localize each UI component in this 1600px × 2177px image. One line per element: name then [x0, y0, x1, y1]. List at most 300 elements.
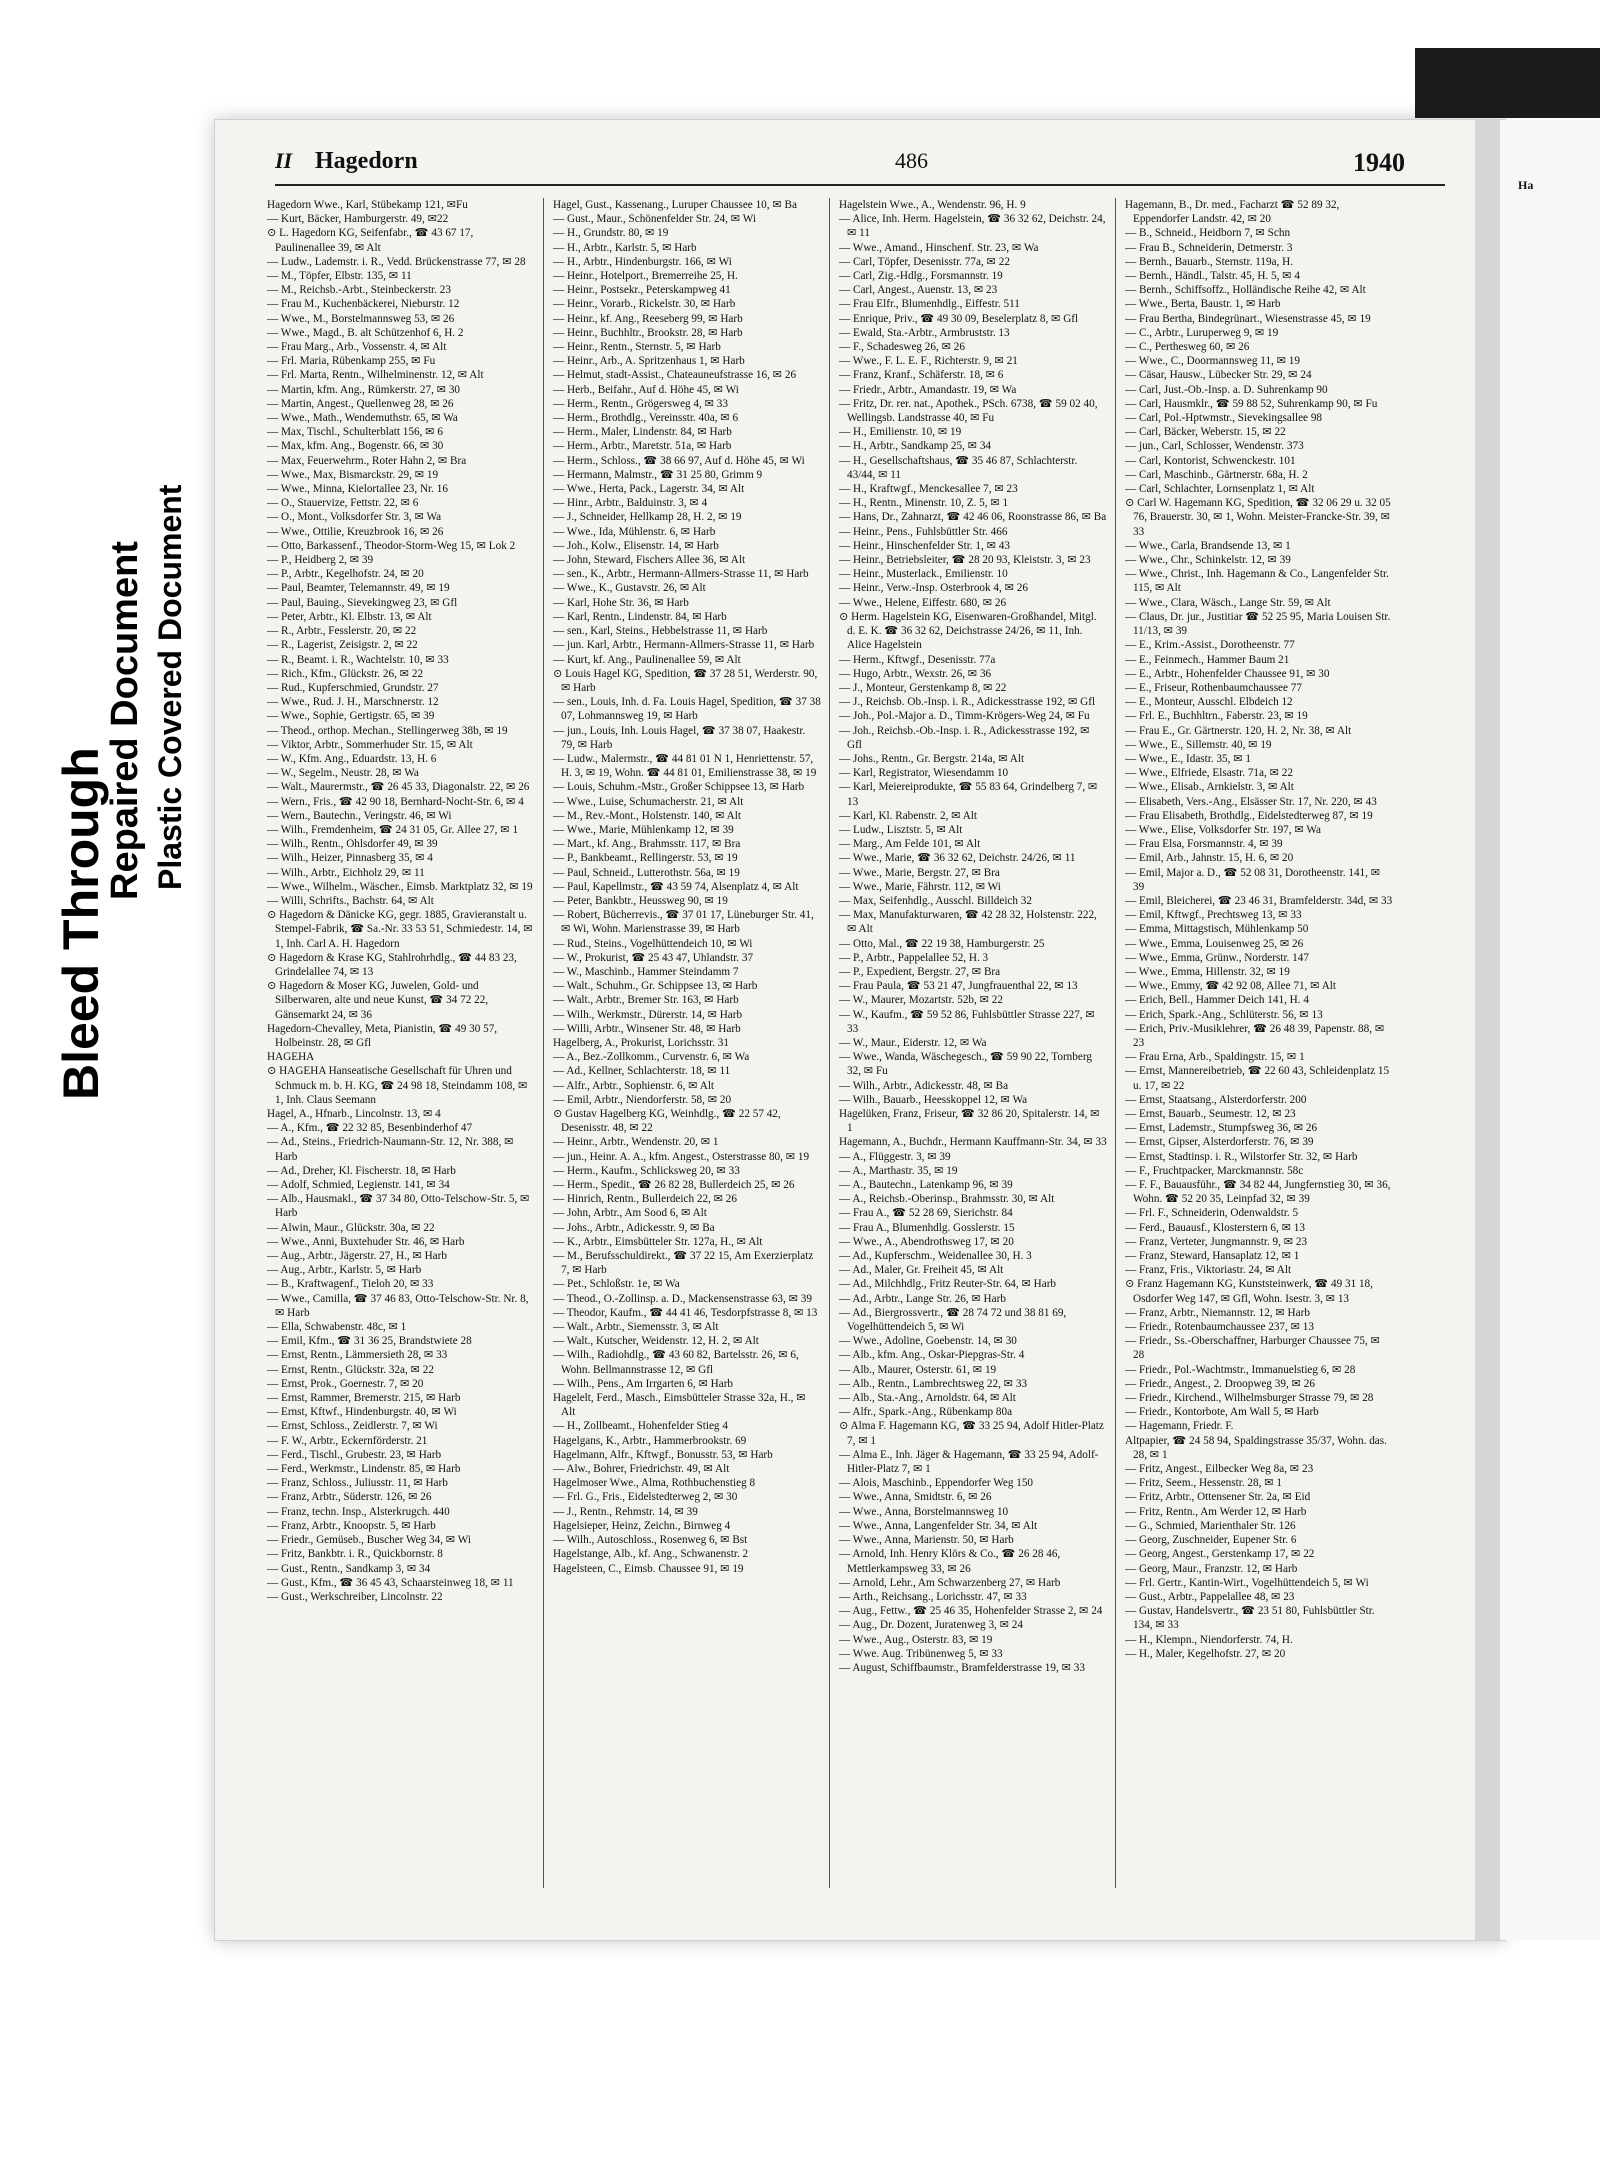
directory-entry: — R., Arbtr., Fesslerstr. 20, ✉ 22	[267, 625, 417, 638]
directory-entry: Hagelstange, Alb., kf. Ang., Schwanenstr. 2	[553, 1548, 749, 1561]
directory-entry: — Friedr., Arbtr., Amandastr. 19, ✉ Wa	[839, 383, 1017, 396]
directory-entry: — Herm., Arbtr., Maretstr. 51a, ✉ Harb	[553, 440, 732, 453]
directory-entry: — Wwe., Magd., B. alt Schützenhof 6, H. 2	[267, 326, 464, 339]
directory-entry: — H., Maler, Kegelhofstr. 27, ✉ 20	[1125, 1647, 1286, 1660]
scanner-dark-block	[1415, 48, 1600, 118]
directory-entry: — Wwe., Minna, Kielortallee 23, Nr. 16	[267, 483, 448, 496]
directory-entry: — Wwe., Berta, Baustr. 1, ✉ Harb	[1125, 298, 1281, 311]
directory-entry: — Max, Manufakturwaren, ☎ 42 28 32, Holstenstr. 222, ✉ Alt	[839, 909, 1097, 936]
directory-entry: ⊙ Hagedorn & Krase KG, Stahlrohrhdlg., ☎ 44 83 23, Grindelallee 74, ✉ 13	[267, 951, 517, 978]
directory-page	[215, 120, 1505, 1940]
directory-entry: Hagelberg, A., Prokurist, Lorichsstr. 31	[553, 1036, 729, 1049]
directory-entry: — Friedr., Kontorbote, Am Wall 5, ✉ Harb	[1125, 1406, 1319, 1419]
directory-entry: — Gust., Kfm., ☎ 36 45 43, Schaarsteinweg 18, ✉ 11	[267, 1576, 514, 1589]
directory-entry: — Gustav, Handelsvertr., ☎ 23 51 80, Fuhlsbüttler Str. 134, ✉ 33	[1125, 1605, 1375, 1632]
directory-entry: — Rud., Steins., Vogelhüttendeich 10, ✉ Wi	[553, 937, 753, 950]
directory-entry: — Frau Paula, ☎ 53 21 47, Jungfrauenthal 22, ✉ 13	[839, 980, 1078, 993]
directory-entry: — Fritz, Rentn., Am Werder 12, ✉ Harb	[1125, 1505, 1307, 1518]
directory-entry: — Friedr., Kirchend., Wilhelmsburger Strasse 79, ✉ 28	[1125, 1392, 1374, 1405]
directory-entry: — Wilh., Arbtr., Eichholz 29, ✉ 11	[267, 866, 425, 879]
directory-entry: — Enrique, Priv., ☎ 49 30 09, Beselerplatz 8, ✉ Gfl	[839, 312, 1079, 325]
directory-entry: — W., Kaufm., ☎ 59 52 86, Fuhlsbüttler Strasse 227, ✉ 33	[839, 1008, 1095, 1035]
directory-entry: — Alw., Bohrer, Friedrichstr. 49, ✉ Alt	[553, 1463, 730, 1476]
directory-entry: — Herb., Beifahr., Auf d. Höhe 45, ✉ Wi	[553, 383, 739, 396]
directory-entry: — jun., Louis, Inh. Louis Hagel, ☎ 37 38 07, Haakestr. 79, ✉ Harb	[553, 724, 806, 751]
directory-entry: — Arth., Reichsang., Lorichsstr. 47, ✉ 33	[839, 1590, 1027, 1603]
directory-entry: — Wwe., Ida, Mühlenstr. 6, ✉ Harb	[553, 525, 716, 538]
directory-entry: — Georg, Maur., Franzstr. 12, ✉ Harb	[1125, 1562, 1298, 1575]
header-name: Hagedorn	[315, 148, 418, 174]
directory-entry: — jun. Karl, Arbtr., Hermann-Allmers-Strasse 11, ✉ Harb	[553, 639, 815, 652]
directory-entry: — Carl, Just.-Ob.-Insp. a. D. Suhrenkamp 90	[1125, 383, 1328, 396]
directory-entry: Hagel, Gust., Kassenang., Luruper Chaussee 10, ✉ Ba	[553, 199, 797, 211]
directory-entry: — O., Stauervize, Fettstr. 22, ✉ 6	[267, 497, 419, 510]
directory-entry: — Elisabeth, Vers.-Ang., Elsässer Str. 17, Nr. 220, ✉ 43	[1125, 795, 1377, 808]
directory-entry: — Ernst, Lademstr., Stumpfsweg 36, ✉ 26	[1125, 1122, 1318, 1135]
directory-entry: — Alice, Inh. Herm. Hagelstein, ☎ 36 32 62, Deichstr. 24, ✉ 11	[839, 213, 1106, 240]
directory-entry: — Joh., Reichsb.-Ob.-Insp. i. R., Adickesstrasse 192, ✉ Gfl	[839, 724, 1090, 751]
directory-entry: — F., Schadesweg 26, ✉ 26	[839, 341, 965, 354]
directory-entry: — Heinr., Musterlack., Emilienstr. 10	[839, 568, 1008, 581]
directory-entry: — Alma E., Inh. Jäger & Hagemann, ☎ 33 25 94, Adolf-Hitler-Platz 7, ✉ 1	[839, 1448, 1099, 1476]
directory-entry: — E., Arbtr., Hohenfelder Chaussee 91, ✉ 30	[1125, 667, 1330, 680]
directory-entry: — Peter, Arbtr., Kl. Elbstr. 13, ✉ Alt	[267, 610, 432, 623]
directory-entry: — M., Rev.-Mont., Holstenstr. 140, ✉ Alt	[553, 809, 741, 822]
directory-entry: — Wwe., E., Sillemstr. 40, ✉ 19	[1125, 738, 1272, 751]
directory-entry: — Emil, Arb., Jahnstr. 15, H. 6, ✉ 20	[1125, 852, 1294, 865]
directory-entry: — Pet., Schloßstr. 1e, ✉ Wa	[553, 1278, 680, 1291]
directory-entry: — Heinr., Postsekr., Peterskampweg 41	[553, 284, 731, 297]
directory-entry: Hagelstein Wwe., A., Wendenstr. 96, H. 9	[839, 199, 1026, 211]
directory-entry: — Karl, Hohe Str. 36, ✉ Harb	[553, 596, 689, 609]
directory-entry: — Paul, Kapellmstr., ☎ 43 59 74, Alsenplatz 4, ✉ Alt	[553, 880, 799, 893]
directory-entry: — Herm., Schloss., ☎ 38 66 97, Auf d. Höhe 45, ✉ Wi	[553, 454, 805, 467]
directory-entry: — W., Maurer, Mozartstr. 52b, ✉ 22	[839, 994, 1003, 1007]
directory-entry: — Joh., Pol.-Major a. D., Timm-Krögers-Weg 24, ✉ Fu	[839, 710, 1090, 723]
directory-entry: — Johs., Rentn., Gr. Bergstr. 214a, ✉ Alt	[839, 752, 1025, 765]
directory-entry: ⊙ Alma F. Hagemann KG, ☎ 33 25 94, Adolf Hitler-Platz 7, ✉ 1	[839, 1420, 1104, 1447]
directory-entry: — M., Reichsb.-Arbt., Steinbeckerstr. 23	[267, 284, 451, 297]
directory-entry: — Wilh., Radiohdlg., ☎ 43 60 82, Bartelsstr. 26, ✉ 6, Wohn. Bellmannstrasse 12, ✉ Gfl	[553, 1349, 799, 1376]
directory-entry: Hagemann, A., Buchdr., Hermann Kauffmann-Str. 34, ✉ 33	[839, 1136, 1107, 1149]
directory-entry: — Carl, Schlachter, Lornsenplatz 1, ✉ Alt	[1125, 483, 1315, 496]
directory-entry: ⊙ Carl W. Hagemann KG, Spedition, ☎ 32 06 29 u. 32 05 76, Brauerstr. 30, ✉ 1, Wohn. Meister-Francke-Str. 39, ✉ 33	[1125, 497, 1391, 538]
directory-entry: — Wwe., C., Doormannsweg 11, ✉ 19	[1125, 355, 1300, 368]
directory-entry: — Frl. Maria, Rübenkamp 255, ✉ Fu	[267, 355, 436, 368]
directory-entry: — Frl. G., Fris., Eidelstedterweg 2, ✉ 30	[553, 1491, 738, 1504]
directory-entry: — Marg., Am Felde 101, ✉ Alt	[839, 838, 981, 851]
directory-entry: — Ernst, Gipser, Alsterdorferstr. 76, ✉ 39	[1125, 1136, 1314, 1149]
directory-entry: — Karl, Rentn., Lindenstr. 84, ✉ Harb	[553, 610, 727, 623]
directory-entry: — K., Arbtr., Eimsbütteler Str. 127a, H., ✉ Alt	[553, 1235, 763, 1248]
directory-entry: — P., Arbtr., Pappelallee 52, H. 3	[839, 951, 989, 964]
directory-entry: — Ferd., Bauausf., Klosterstern 6, ✉ 13	[1125, 1221, 1305, 1234]
directory-entry: — Martin, Angest., Quellenweg 28, ✉ 26	[267, 397, 454, 410]
directory-entry: — Emil, Major a. D., ☎ 52 08 31, Dorotheenstr. 141, ✉ 39	[1125, 866, 1381, 893]
directory-entry: — E., Friseur, Rothenbaumchaussee 77	[1125, 681, 1302, 694]
directory-entry: — Wwe., Marie, Bergstr. 27, ✉ Bra	[839, 866, 1000, 879]
directory-entry: — Wwe., Amand., Hinschenf. Str. 23, ✉ Wa	[839, 241, 1039, 254]
directory-entry: — Adolf, Schmied, Legienstr. 141, ✉ 34	[267, 1179, 450, 1192]
directory-entry: — Wilh., Werkmstr., Dürerstr. 14, ✉ Harb	[553, 1008, 743, 1021]
directory-entry: — Wwe., Max, Bismarckstr. 29, ✉ 19	[267, 468, 439, 481]
directory-entry: — J., Rentn., Rehmstr. 14, ✉ 39	[553, 1505, 698, 1518]
directory-entry: — Alb., Rentn., Lambrechtsweg 22, ✉ 33	[839, 1377, 1028, 1390]
directory-entry: — Johs., Arbtr., Adickesstr. 9, ✉ Ba	[553, 1221, 715, 1234]
directory-entry: — P., Heidberg 2, ✉ 39	[267, 554, 374, 567]
directory-entry: — Bernh., Händl., Talstr. 45, H. 5, ✉ 4	[1125, 270, 1300, 283]
directory-entry: — Wwe., Ottilie, Kreuzbrook 16, ✉ 26	[267, 525, 444, 538]
directory-entry: — Alb., Hausmakl., ☎ 37 34 80, Otto-Telschow-Str. 5, ✉ Harb	[267, 1193, 530, 1220]
directory-entry: — Carl, Angest., Auenstr. 13, ✉ 23	[839, 284, 998, 297]
directory-entry: — Wilh., Bauarb., Heesskoppel 12, ✉ Wa	[839, 1093, 1028, 1106]
directory-entry: ⊙ Hagedorn & Dänicke KG, gegr. 1885, Gravieranstalt u. Stempel-Fabrik, ☎ Sa.-Nr. 33 53 51, Schmiedestr. 14, ✉ 1, Inh. Carl A. H. Hagedorn	[267, 909, 533, 950]
directory-entry: — Ernst, Mannereibetrieb, ☎ 22 60 43, Schleidenplatz 15 u. 17, ✉ 22	[1125, 1065, 1390, 1092]
column-rule	[1115, 198, 1116, 1888]
directory-entry: — Martin, kfm. Ang., Rümkerstr. 27, ✉ 30	[267, 383, 461, 396]
directory-entry: — R., Lagerist, Zeisigstr. 2, ✉ 22	[267, 639, 418, 652]
directory-entry: — A., Marthastr. 35, ✉ 19	[839, 1164, 958, 1177]
directory-entry: — Otto, Barkassenf., Theodor-Storm-Weg 15, ✉ Lok 2	[267, 539, 516, 552]
directory-entry: — Franz, Kranf., Schäferstr. 18, ✉ 6	[839, 369, 1004, 382]
directory-entry: — Frau B., Schneiderin, Detmerstr. 3	[1125, 241, 1293, 254]
directory-entry: — Friedr., Rotenbaumchaussee 237, ✉ 13	[1125, 1321, 1314, 1334]
directory-entry: — Wwe., E., Idastr. 35, ✉ 1	[1125, 752, 1251, 765]
directory-entry: — H., Rentn., Minenstr. 10, Z. 5, ✉ 1	[839, 497, 1009, 510]
directory-entry: — John, Arbtr., Am Sood 6, ✉ Alt	[553, 1207, 707, 1220]
directory-entry: ⊙ HAGEHA Hanseatische Gesellschaft für Uhren und Schmuck m. b. H. KG, ☎ 24 98 18, Steindamm 108, ✉ 1, Inh. Claus Seemann	[267, 1065, 528, 1106]
directory-entry: — E., Monteur, Ausschl. Elbdeich 12	[1125, 696, 1293, 709]
directory-entry: — W., Segelm., Neustr. 28, ✉ Wa	[267, 767, 419, 780]
directory-entry: Hagelmann, Alfr., Kftwgf., Bonusstr. 53, ✉ Harb	[553, 1448, 773, 1461]
directory-entry: — Fritz, Seem., Hessenstr. 28, ✉ 1	[1125, 1477, 1282, 1490]
directory-entry: — Friedr., Gemüseb., Buscher Weg 34, ✉ Wi	[267, 1534, 471, 1547]
directory-entry: — Wilh., Pens., Am Irrgarten 6, ✉ Harb	[553, 1377, 734, 1390]
next-page-header-fragment: Ha	[1518, 178, 1534, 192]
directory-entry: — Wwe., Clara, Wäsch., Lange Str. 59, ✉ Alt	[1125, 596, 1331, 609]
directory-entry: Hagelsieper, Heinz, Zeichn., Birnweg 4	[553, 1519, 731, 1532]
directory-entry: — Kurt, kf. Ang., Paulinenallee 59, ✉ Alt	[553, 653, 741, 666]
directory-entry: — Wwe., A., Abendrothsweg 17, ✉ 20	[839, 1235, 1014, 1248]
directory-entry: ⊙ Gustav Hagelberg KG, Weinhdlg., ☎ 22 57 42, Desenisstr. 48, ✉ 22	[553, 1108, 781, 1135]
directory-entry: — Franz, Steward, Hansaplatz 12, ✉ 1	[1125, 1250, 1300, 1263]
directory-entry: — Frau Bertha, Bindegrünart., Wiesenstrasse 45, ✉ 19	[1125, 312, 1371, 325]
directory-entry: — Wwe., Elfriede, Elsastr. 71a, ✉ 22	[1125, 767, 1293, 780]
directory-entry: — Ferd., Werkmstr., Lindenstr. 85, ✉ Harb	[267, 1463, 461, 1476]
directory-entry: — Franz, Verteter, Jungmannstr. 9, ✉ 23	[1125, 1235, 1308, 1248]
directory-entry: — Wwe., F. L. E. F., Richterstr. 9, ✉ 21	[839, 355, 1018, 368]
directory-entry: — Alois, Maschinb., Eppendorfer Weg 150	[839, 1477, 1034, 1490]
directory-entry: — Hinrich, Rentn., Bullerdeich 22, ✉ 26	[553, 1193, 737, 1206]
directory-entry: — Franz, Schloss., Juliusstr. 11, ✉ Harb	[267, 1477, 448, 1490]
directory-entry: — F. W., Arbtr., Eckernförderstr. 21	[267, 1434, 428, 1447]
directory-entry: — Wilh., Rentn., Ohlsdorfer 49, ✉ 39	[267, 838, 438, 851]
header-section: II	[275, 148, 293, 173]
directory-entry: — Wwe., Wanda, Wäschegesch., ☎ 59 90 22, Tornberg 32, ✉ Fu	[839, 1051, 1092, 1078]
directory-entry: — Aug., Arbtr., Karlstr. 5, ✉ Harb	[267, 1264, 422, 1277]
directory-entry: — Wwe., Herta, Pack., Lagerstr. 34, ✉ Alt	[553, 483, 745, 496]
directory-entry: — Frl. F., Schneiderin, Odenwaldstr. 5	[1125, 1207, 1299, 1220]
directory-entry: — sen., Karl, Steins., Hebbelstrasse 11, ✉ Harb	[553, 625, 768, 638]
directory-entry: — Herm., Maler, Lindenstr. 84, ✉ Harb	[553, 426, 732, 439]
directory-entry: — Heinr., Verw.-Insp. Osterbrook 4, ✉ 26	[839, 582, 1028, 595]
column-2	[553, 198, 821, 1898]
directory-entry: — Hans, Dr., Zahnarzt, ☎ 42 46 06, Roonstrasse 86, ✉ Ba	[839, 511, 1107, 524]
directory-entry: — Emma, Mittagstisch, Mühlenkamp 50	[1125, 923, 1309, 936]
directory-entry: — Carl, Hausmklr., ☎ 59 88 52, Suhrenkamp 90, ✉ Fu	[1125, 397, 1378, 410]
directory-entry: — Fritz, Angest., Eilbecker Weg 8a, ✉ 23	[1125, 1463, 1314, 1476]
directory-entry: — Aug., Fettw., ☎ 25 46 35, Hohenfelder Strasse 2, ✉ 24	[839, 1605, 1103, 1618]
directory-entry: — Karl, Registrator, Wiesendamm 10	[839, 767, 1009, 780]
directory-entry: — H., Gesellschaftshaus, ☎ 35 46 87, Schlachterstr. 43/44, ✉ 11	[839, 454, 1078, 481]
directory-entry: ⊙ L. Hagedorn KG, Seifenfabr., ☎ 43 67 17, Paulinenallee 39, ✉ Alt	[267, 227, 474, 254]
directory-entry: — Ad., Biergrossvertr., ☎ 28 74 72 und 38 81 69, Vogelhüttendeich 5, ✉ Wi	[839, 1306, 1067, 1334]
directory-entry: — Emil, Arbtr., Niendorferstr. 58, ✉ 20	[553, 1093, 732, 1106]
directory-entry: — Wwe., Chr., Schinkelstr. 12, ✉ 39	[1125, 554, 1291, 567]
directory-entry: — Fritz, Arbtr., Ottensener Str. 2a, ✉ Eid	[1125, 1491, 1311, 1504]
directory-entry: — Wilh., Fremdenheim, ☎ 24 31 05, Gr. Allee 27, ✉ 1	[267, 823, 519, 836]
directory-entry: — H., Arbtr., Sandkamp 25, ✉ 34	[839, 440, 992, 453]
directory-entry: — Ad., Maler, Gr. Freiheit 45, ✉ Alt	[839, 1264, 1004, 1277]
directory-entry: — Frau Erna, Arb., Spaldingstr. 15, ✉ 1	[1125, 1051, 1305, 1064]
directory-entry: — Wwe., Helene, Eiffestr. 680, ✉ 26	[839, 596, 1007, 609]
directory-entry: — Wwe., Math., Wendemuthstr. 65, ✉ Wa	[267, 412, 458, 425]
directory-entry: — Wwe., K., Gustavstr. 26, ✉ Alt	[553, 582, 706, 595]
directory-entry: — E., Feinmech., Hammer Baum 21	[1125, 653, 1290, 666]
directory-entry: — Karl, Meiereiprodukte, ☎ 55 83 64, Grindelberg 7, ✉ 13	[839, 781, 1098, 808]
directory-entry: — Wwe., Anna, Borstelmannsweg 10	[839, 1505, 1009, 1518]
directory-entry: — jun., Heinr. A. A., kfm. Angest., Osterstrasse 80, ✉ 19	[553, 1150, 810, 1163]
directory-entry: — Heinr., Vorarb., Rickelstr. 30, ✉ Harb	[553, 298, 736, 311]
directory-entry: — John, Steward, Fischers Allee 36, ✉ Alt	[553, 554, 746, 567]
directory-entry: — Cäsar, Hausw., Lübecker Str. 29, ✉ 24	[1125, 369, 1312, 382]
directory-entry: — Wern., Bautechn., Veringstr. 46, ✉ Wi	[267, 809, 452, 822]
directory-entry: — H., Arbtr., Karlstr. 5, ✉ Harb	[553, 241, 697, 254]
directory-entry: — Claus, Dr. jur., Justitiar ☎ 52 25 95, Maria Louisen Str. 11/13, ✉ 39	[1125, 610, 1391, 638]
directory-entry: — Wwe., M., Borstelmannsweg 53, ✉ 26	[267, 312, 455, 325]
directory-entry: — M., Berufsschuldirekt., ☎ 37 22 15, Am Exerzierplatz 7, ✉ Harb	[553, 1250, 814, 1277]
directory-entry: — Heinr., Rentn., Sternstr. 5, ✉ Harb	[553, 341, 721, 354]
directory-entry: — Joh., Kolw., Elisenstr. 14, ✉ Harb	[553, 539, 719, 552]
directory-entry: — Karl, Kl. Rabenstr. 2, ✉ Alt	[839, 809, 978, 822]
directory-entry: — W., Maschinb., Hammer Steindamm 7	[553, 965, 739, 978]
directory-entry: — Wwe., Wilhelm., Wäscher., Eimsb. Marktplatz 32, ✉ 19	[267, 880, 533, 893]
directory-entry: — Willi, Arbtr., Winsener Str. 48, ✉ Harb	[553, 1022, 741, 1035]
directory-entry: — Alfr., Spark.-Ang., Rübenkamp 80a	[839, 1406, 1013, 1419]
directory-entry: — Wwe., Elisab., Arnkielstr. 3, ✉ Alt	[1125, 781, 1294, 794]
directory-entry: — Wwe., Anna, Langenfelder Str. 34, ✉ Alt	[839, 1519, 1038, 1532]
directory-entry: — Erich, Bell., Hammer Deich 141, H. 4	[1125, 994, 1309, 1007]
column-rule	[543, 198, 544, 1888]
directory-entry: Hagel, A., Hfnarb., Lincolnstr. 13, ✉ 4	[267, 1108, 441, 1120]
directory-entry: — Wwe., Aug., Osterstr. 83, ✉ 19	[839, 1633, 993, 1646]
directory-entry: — Carl, Töpfer, Desenisstr. 77a, ✉ 22	[839, 255, 1010, 268]
directory-entry: Hagelmoser Wwe., Alma, Rothbuchenstieg 8	[553, 1477, 756, 1490]
directory-entry: HAGEHA	[267, 1051, 315, 1064]
directory-entry: Hagedorn Wwe., Karl, Stübekamp 121, ✉Fu	[267, 199, 468, 211]
directory-entry: — Ernst, Rentn., Lämmersieth 28, ✉ 33	[267, 1349, 448, 1362]
directory-entry: — Franz, Arbtr., Süderstr. 126, ✉ 26	[267, 1491, 432, 1504]
directory-entry: — Ludw., Lisztstr. 5, ✉ Alt	[839, 823, 963, 836]
directory-entry: — Ad., Dreher, Kl. Fischerstr. 18, ✉ Harb	[267, 1164, 456, 1177]
directory-entry: — Wwe., Luise, Schumacherstr. 21, ✉ Alt	[553, 795, 744, 808]
directory-entry: — Walt., Arbtr., Bremer Str. 163, ✉ Harb	[553, 994, 739, 1007]
directory-entry: — Frl. Gertr., Kantin-Wirt., Vogelhüttendeich 5, ✉ Wi	[1125, 1576, 1369, 1589]
directory-entry: — Robert, Bücherrevis., ☎ 37 01 17, Lüneburger Str. 41, ✉ Wi, Wohn. Marienstrasse 39, ✉ Harb	[553, 909, 814, 936]
directory-entry: — Alwin, Maur., Glückstr. 30a, ✉ 22	[267, 1221, 435, 1234]
directory-entry: — sen., K., Arbtr., Hermann-Allmers-Strasse 11, ✉ Harb	[553, 568, 809, 581]
directory-entry: — Carl, Pol.-Hptwmstr., Sievekingsallee 98	[1125, 412, 1323, 425]
directory-entry: — Alb., Maurer, Osterstr. 61, ✉ 19	[839, 1363, 997, 1376]
directory-entry: — A., Flüggestr. 3, ✉ 39	[839, 1150, 951, 1163]
directory-entry: — Friedr., Ss.-Oberschaffner, Harburger Chaussee 75, ✉ 28	[1125, 1335, 1380, 1362]
directory-entry: — Wwe., Adoline, Goebenstr. 14, ✉ 30	[839, 1335, 1017, 1348]
directory-entry: — Frau Marg., Arb., Vossenstr. 4, ✉ Alt	[267, 341, 447, 354]
directory-entry: — Alb., Sta.-Ang., Arnoldstr. 64, ✉ Alt	[839, 1392, 1016, 1405]
directory-entry: — Wwe., Sophie, Gertigstr. 65, ✉ 39	[267, 710, 435, 723]
directory-entry: — Wwe., Rud. J. H., Marschnerstr. 12	[267, 696, 439, 709]
directory-entry: — H., Arbtr., Hindenburgstr. 166, ✉ Wi	[553, 255, 732, 268]
directory-entry: — Carl, Bäcker, Weberstr. 15, ✉ 22	[1125, 426, 1286, 439]
directory-entry: — Theod., orthop. Mechan., Stellingerweg 38b, ✉ 19	[267, 724, 508, 737]
directory-entry: Hagelgans, K., Arbtr., Hammerbrookstr. 69	[553, 1434, 747, 1447]
directory-entry: — Kurt, Bäcker, Hamburgerstr. 49, ✉22	[267, 213, 449, 226]
directory-entry: — Wilh., Autoschloss., Rosenweg 6, ✉ Bst	[553, 1534, 748, 1547]
page-header	[275, 144, 1445, 186]
directory-entry: — Ad., Kupferschm., Weidenallee 30, H. 3	[839, 1250, 1032, 1263]
directory-entry: — Hagemann, Friedr. F.	[1125, 1420, 1234, 1433]
directory-entry: — Frau Elsa, Forsmannstr. 4, ✉ 39	[1125, 838, 1283, 851]
directory-entry: — Erich, Priv.-Musiklehrer, ☎ 26 48 39, Papenstr. 88, ✉ 23	[1125, 1022, 1385, 1049]
directory-entry: — Wwe., Marie, Fährstr. 112, ✉ Wi	[839, 880, 1001, 893]
directory-entry: — H., Klempn., Niendorferstr. 74, H.	[1125, 1633, 1293, 1646]
directory-entry: — Franz, Fris., Viktoriastr. 24, ✉ Alt	[1125, 1264, 1292, 1277]
header-page-number: 486	[895, 148, 928, 173]
directory-entry: — Heinr., Buchhltr., Brookstr. 28, ✉ Harb	[553, 326, 743, 339]
directory-entry: — Wilh., Arbtr., Adickesstr. 48, ✉ Ba	[839, 1079, 1009, 1092]
directory-entry: — Theodor, Kaufm., ☎ 44 41 46, Tesdorpfstrasse 8, ✉ 13	[553, 1306, 818, 1319]
directory-entry: — Frl. Marta, Rentn., Wilhelminenstr. 12, ✉ Alt	[267, 369, 484, 382]
directory-entry: — Walt., Schuhm., Gr. Schippsee 13, ✉ Harb	[553, 980, 758, 993]
directory-entry: — Hinr., Arbtr., Balduinstr. 3, ✉ 4	[553, 497, 708, 510]
directory-entry: — Gust., Arbtr., Pappelallee 48, ✉ 23	[1125, 1590, 1295, 1603]
directory-entry: — Max, Tischl., Schulterblatt 156, ✉ 6	[267, 426, 443, 439]
directory-entry: — C., Perthesweg 60, ✉ 26	[1125, 341, 1250, 354]
label-repaired-document: Repaired Document	[104, 541, 146, 900]
directory-entry: — P., Bankbeamt., Rellingerstr. 53, ✉ 19	[553, 852, 738, 865]
directory-entry: — Carl, Maschinb., Gärtnerstr. 68a, H. 2	[1125, 468, 1308, 481]
directory-entry: — Wwe., Emma, Hillenstr. 32, ✉ 19	[1125, 965, 1290, 978]
directory-entry: — Ad., Arbtr., Lange Str. 26, ✉ Harb	[839, 1292, 1006, 1305]
directory-entry: — A., Bez.-Zollkomm., Curvenstr. 6, ✉ Wa	[553, 1051, 750, 1064]
directory-entry: — G., Schmied, Marienthaler Str. 126	[1125, 1519, 1296, 1532]
directory-entry: — Wwe., Anni, Buxtehuder Str. 46, ✉ Harb	[267, 1235, 465, 1248]
directory-entry: — Willi, Schrifts., Bachstr. 64, ✉ Alt	[267, 894, 434, 907]
directory-entry: — Gust., Maur., Schönenfelder Str. 24, ✉ Wi	[553, 213, 756, 226]
directory-entry: — O., Mont., Volksdorfer Str. 3, ✉ Wa	[267, 511, 442, 524]
directory-entry: — Gust., Werkschreiber, Lincolnstr. 22	[267, 1590, 443, 1603]
directory-entry: Altpapier, ☎ 24 58 94, Spaldingstrasse 35/37, Wohn. das. 28, ✉ 1	[1125, 1434, 1387, 1461]
directory-entry: — Max, Seifenhdlg., Ausschl. Billdeich 32	[839, 894, 1032, 907]
directory-entry: Hagelsteen, C., Eimsb. Chaussee 91, ✉ 19	[553, 1562, 744, 1575]
directory-entry: — Emil, Bleicherei, ☎ 23 46 31, Bramfelderstr. 34d, ✉ 33	[1125, 894, 1393, 907]
directory-entry: — Peter, Bankbtr., Heussweg 90, ✉ 19	[553, 894, 728, 907]
directory-entry: — Ludw., Lademstr. i. R., Vedd. Brückenstrasse 77, ✉ 28	[267, 255, 526, 268]
directory-entry: — Ernst, Rammer, Bremerstr. 215, ✉ Harb	[267, 1392, 461, 1405]
directory-entry: Hagedorn-Chevalley, Meta, Pianistin, ☎ 49 30 57, Holbeinstr. 28, ✉ Gfl	[267, 1022, 498, 1049]
directory-entry: — Heinr., Arb., A. Spritzenhaus 1, ✉ Harb	[553, 355, 745, 368]
directory-entry: — Ad., Steins., Friedrich-Naumann-Str. 12, Nr. 388, ✉ Harb	[267, 1136, 514, 1163]
directory-entry: — Frau Elfr., Blumenhdlg., Eiffestr. 511	[839, 298, 1020, 311]
directory-entry: — Ella, Schwabenstr. 48c, ✉ 1	[267, 1321, 407, 1334]
directory-entry: — Frau Elisabeth, Brothdlg., Eidelstedterweg 87, ✉ 19	[1125, 809, 1373, 822]
directory-entry: — Bernh., Bauarb., Sternstr. 119a, H.	[1125, 255, 1293, 268]
directory-entry: — Ewald, Sta.-Arbtr., Armbruststr. 13	[839, 326, 1010, 339]
directory-entry: — Rud., Kupferschmied, Grundstr. 27	[267, 681, 439, 694]
directory-entry: — Wwe., Marie, Mühlenkamp 12, ✉ 39	[553, 823, 734, 836]
directory-entry: — Emil, Kftwgf., Prechtsweg 13, ✉ 33	[1125, 909, 1302, 922]
directory-entry: — Frau A., Blumenhdlg. Gosslerstr. 15	[839, 1221, 1015, 1234]
directory-entry: — jun., Carl, Schlosser, Wendenstr. 373	[1125, 440, 1304, 453]
directory-entry: — H., Grundstr. 80, ✉ 19	[553, 227, 669, 240]
directory-entry: — Heinr., Hinschenfelder Str. 1, ✉ 43	[839, 539, 1010, 552]
directory-entry: — Aug., Dr. Dozent, Juratenweg 3, ✉ 24	[839, 1619, 1023, 1632]
directory-entry: — B., Schneid., Heidborn 7, ✉ Schn	[1125, 227, 1291, 240]
next-page-sliver	[1500, 120, 1600, 1940]
directory-entry: — Ernst, Kftwf., Hindenburgstr. 40, ✉ Wi	[267, 1406, 457, 1419]
directory-entry: ⊙ Herm. Hagelstein KG, Eisenwaren-Großhandel, Mitgl. d. E. K. ☎ 36 32 62, Deichstrasse 24/26, ✉ 11, Inh. Alice Hagelstein	[839, 610, 1097, 652]
directory-entry: — sen., Louis, Inh. d. Fa. Louis Hagel, Spedition, ☎ 37 38 07, Lohmannsweg 19, ✉ Harb	[553, 696, 821, 723]
directory-entry: — Gust., Rentn., Sandkamp 3, ✉ 34	[267, 1562, 431, 1575]
directory-entry: — W., Prokurist, ☎ 25 43 47, Uhlandstr. 37	[553, 951, 754, 964]
column-3	[839, 198, 1107, 1898]
directory-entry: — Fritz, Dr. rer. nat., Apothek., PSch. 6738, ☎ 59 02 40, Wellingsb. Landstrasse 40, ✉ Fu	[839, 397, 1098, 425]
directory-entry: — Wwe., Emma, Grünw., Norderstr. 147	[1125, 951, 1309, 964]
directory-entry: — Wilh., Heizer, Pinnasberg 35, ✉ 4	[267, 852, 433, 865]
directory-entry: — Paul, Bauing., Sievekingweg 23, ✉ Gfl	[267, 596, 458, 609]
directory-entry: — Ernst, Prok., Goernestr. 7, ✉ 20	[267, 1377, 424, 1390]
directory-entry: — Carl, Zig.-Hdlg., Forsmannstr. 19	[839, 270, 1003, 283]
directory-entry: — F. F., Bauausführ., ☎ 34 82 44, Jungfernstieg 30, ✉ 36, Wohn. ☎ 52 20 35, Leinpfad 32, ✉ 39	[1125, 1179, 1391, 1206]
directory-entry: — Viktor, Arbtr., Sommerhuder Str. 15, ✉ Alt	[267, 738, 473, 751]
directory-entry: — Walt., Arbtr., Siemensstr. 3, ✉ Alt	[553, 1321, 719, 1334]
directory-entry: — Rich., Kfm., Glückstr. 26, ✉ 22	[267, 667, 424, 680]
directory-entry: ⊙ Hagedorn & Moser KG, Juwelen, Gold- und Silberwaren, alte und neue Kunst, ☎ 34 72 22, Gänsemarkt 24, ✉ 36	[267, 980, 489, 1021]
directory-entry: — Louis, Schuhm.-Mstr., Großer Schippsee 13, ✉ Harb	[553, 781, 805, 794]
directory-entry: Hagemann, B., Dr. med., Facharzt ☎ 52 89 32, Eppendorfer Landstr. 42, ✉ 20	[1125, 199, 1340, 226]
directory-entry: — Heinr., Betriebsleiter, ☎ 28 20 93, Kleiststr. 3, ✉ 23	[839, 554, 1091, 567]
directory-entry: — Paul, Beamter, Telemannstr. 49, ✉ 19	[267, 582, 450, 595]
directory-entry: — Wwe., Emma, Louisenweg 25, ✉ 26	[1125, 937, 1304, 950]
directory-entry: — R., Beamt. i. R., Wachtelstr. 10, ✉ 33	[267, 653, 449, 666]
directory-entry: — Ernst, Staatsang., Alsterdorferstr. 200	[1125, 1093, 1307, 1106]
directory-entry: — Frau A., ☎ 52 28 69, Sierichstr. 84	[839, 1207, 1013, 1220]
directory-entry: — W., Kfm. Ang., Eduardstr. 13, H. 6	[267, 752, 437, 765]
directory-entry: — August, Schiffbaumstr., Bramfelderstrasse 19, ✉ 33	[839, 1661, 1085, 1674]
directory-entry: — Erich, Spark.-Ang., Schlüterstr. 56, ✉ 13	[1125, 1008, 1323, 1021]
directory-entry: — Bernh., Schiffsoffz., Holländische Reihe 42, ✉ Alt	[1125, 284, 1366, 297]
directory-entry: — A., Reichsb.-Oberinsp., Brahmsstr. 30, ✉ Alt	[839, 1193, 1055, 1206]
directory-entry: — F., Fruchtpacker, Marckmannstr. 58c	[1125, 1164, 1304, 1177]
directory-entry: — Ludw., Malermstr., ☎ 44 81 01 N 1, Henriettenstr. 57, H. 3, ✉ 19, Wohn. ☎ 44 81 01, Emilienstrasse 38, ✉ 19	[553, 752, 817, 780]
directory-entry: — Wwe., Anna, Marienstr. 50, ✉ Harb	[839, 1534, 1014, 1547]
directory-entry: — Fritz, Bankbtr. i. R., Quickbornstr. 8	[267, 1548, 443, 1561]
directory-entry: — P., Arbtr., Kegelhofstr. 24, ✉ 20	[267, 568, 424, 581]
directory-entry: — Theod., O.-Zollinsp. a. D., Mackensenstrasse 63, ✉ 39	[553, 1292, 812, 1305]
directory-entry: — Ernst, Schloss., Zeidlerstr. 7, ✉ Wi	[267, 1420, 438, 1433]
directory-entry: — H., Zollbeamt., Hohenfelder Stieg 4	[553, 1420, 728, 1433]
column-4	[1125, 198, 1393, 1898]
